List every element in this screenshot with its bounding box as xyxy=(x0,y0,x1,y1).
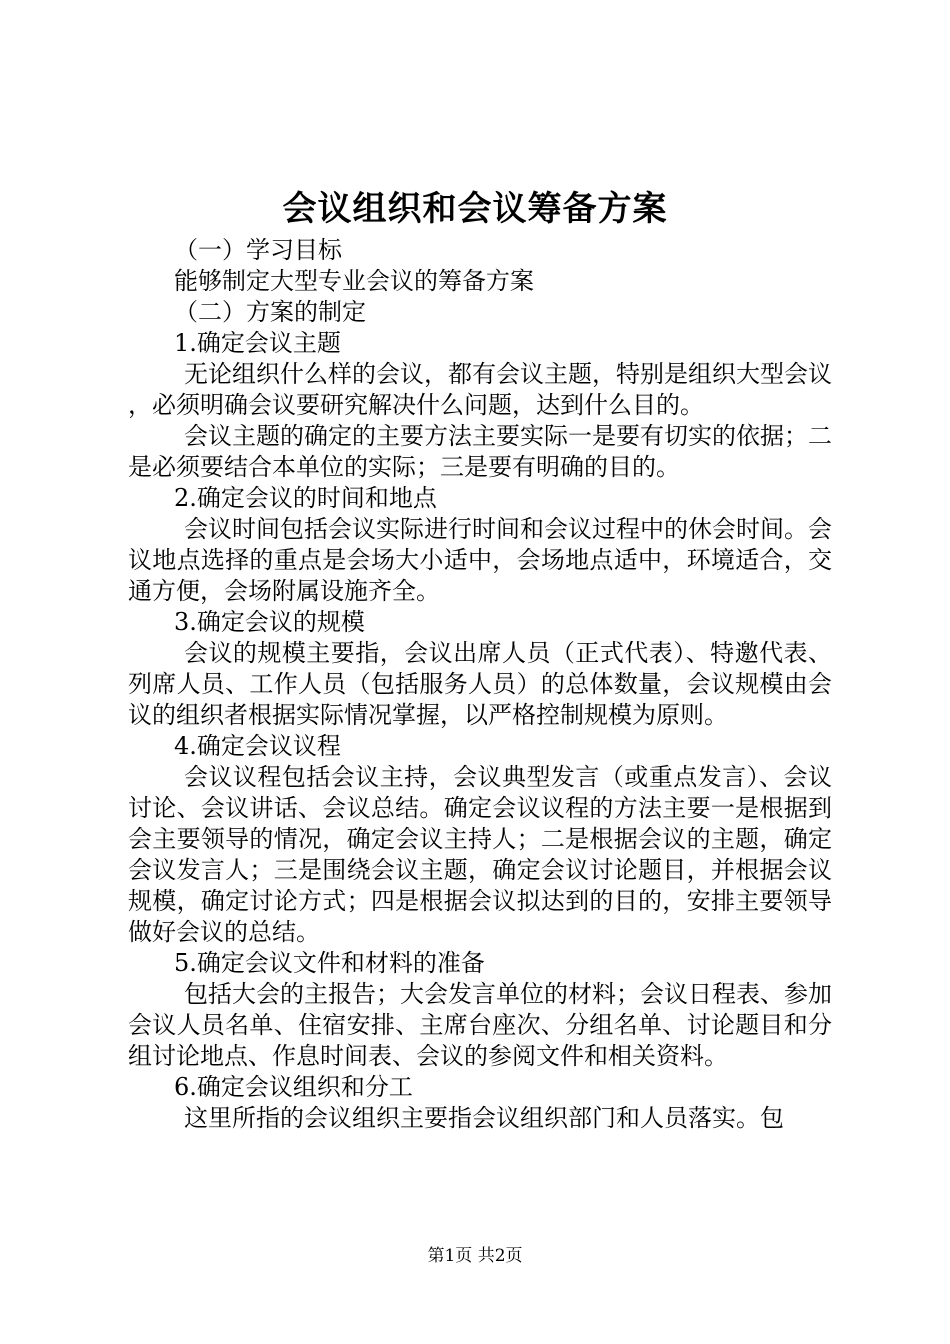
paragraph: 会议主题的确定的主要方法主要实际一是要有切实的依据；二是必须要结合本单位的实际；三是要有明确的目的。 xyxy=(128,422,832,481)
paragraph: 会议时间包括会议实际进行时间和会议过程中的休会时间。会议地点选择的重点是会场大小适中，会场地点适中，环境适合，交通方便，会场附属设施齐全。 xyxy=(128,515,832,605)
subsection-heading: 6.确定会议组织和分工 xyxy=(174,1073,413,1101)
paragraph: 包括大会的主报告；大会发言单位的材料；会议日程表、参加会议人员名单、住宿安排、主席台座次、分组名单、讨论题目和分组讨论地点、作息时间表、会议的参阅文件和相关资料。 xyxy=(128,980,832,1070)
subsection-heading: 1.确定会议主题 xyxy=(174,329,341,357)
paragraph: 会议议程包括会议主持，会议典型发言（或重点发言）、会议讨论、会议讲话、会议总结。确定会议议程的方法主要一是根据到会主要领导的情况，确定会议主持人；二是根据会议的主题，确定会议发言人；三是围绕会议主题，确定会议讨论题目，并根据会议规模，确定讨论方式；四是根据会议拟达到的目的，安排主要领导做好会议的总结。 xyxy=(128,763,832,946)
document-body xyxy=(128,235,832,1134)
section-heading: （一）学习目标 xyxy=(174,236,342,264)
subsection-heading: 3.确定会议的规模 xyxy=(174,608,365,636)
subsection-heading: 2.确定会议的时间和地点 xyxy=(174,484,437,512)
section-text: 能够制定大型专业会议的筹备方案 xyxy=(174,267,534,295)
page-title: 会议组织和会议筹备方案 xyxy=(282,189,668,229)
subsection-heading: 5.确定会议文件和材料的准备 xyxy=(174,949,485,977)
paragraph: 无论组织什么样的会议，都有会议主题，特别是组织大型会议，必须明确会议要研究解决什么问题，达到什么目的。 xyxy=(128,360,832,419)
paragraph: 这里所指的会议组织主要指会议组织部门和人员落实。包 xyxy=(184,1104,784,1132)
section-heading: （二）方案的制定 xyxy=(174,298,366,326)
page-footer: 第1页 共2页 xyxy=(427,1246,523,1266)
subsection-heading: 4.确定会议议程 xyxy=(174,732,341,760)
paragraph: 会议的规模主要指，会议出席人员（正式代表）、特邀代表、列席人员、工作人员（包括服务人员）的总体数量，会议规模由会议的组织者根据实际情况掌握，以严格控制规模为原则。 xyxy=(128,639,832,729)
